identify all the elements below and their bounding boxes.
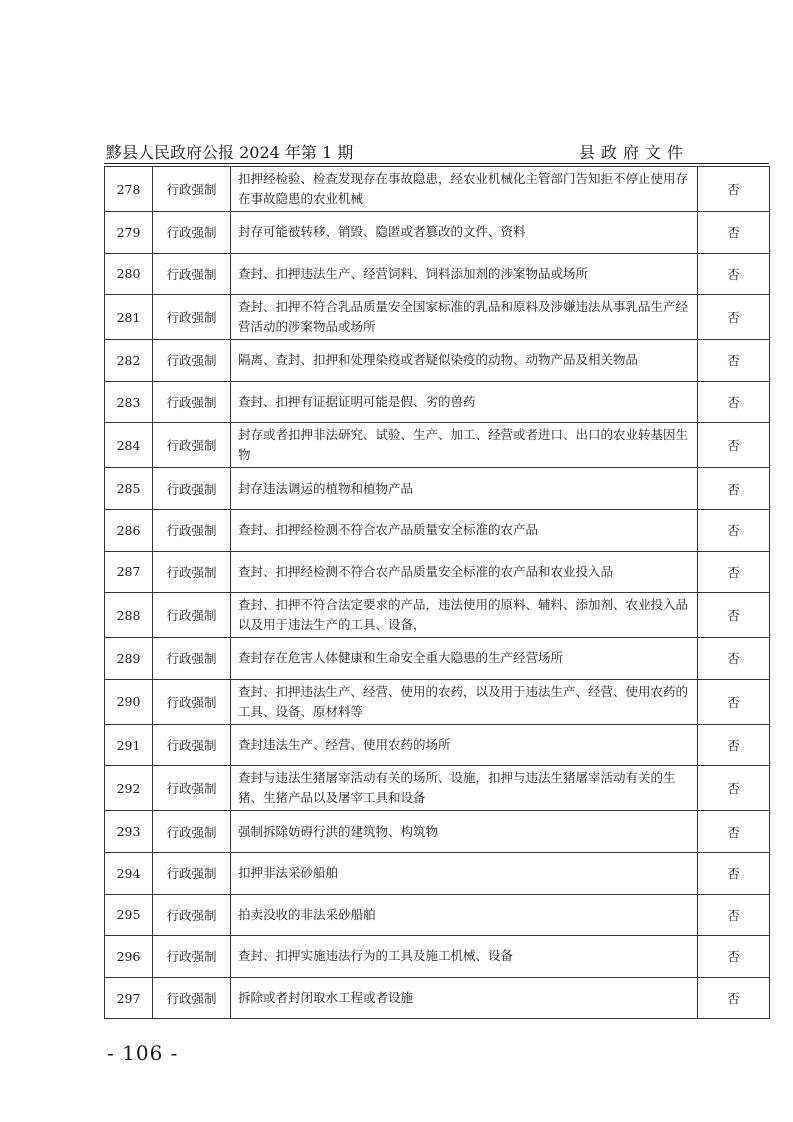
row-description: 封存可能被转移、销毁、隐匿或者篡改的文件、资料 — [231, 212, 698, 254]
row-category: 行政强制 — [153, 766, 231, 811]
table-row — [105, 894, 770, 936]
row-flag: 否 — [698, 638, 770, 680]
page-header — [106, 140, 691, 164]
table-row — [105, 212, 770, 254]
row-number: 292 — [105, 766, 153, 811]
row-category: 行政强制 — [153, 593, 231, 638]
table-row — [105, 811, 770, 853]
row-category: 行政强制 — [153, 295, 231, 340]
row-number: 280 — [105, 253, 153, 295]
row-category: 行政强制 — [153, 852, 231, 894]
row-number: 293 — [105, 811, 153, 853]
row-category: 行政强制 — [153, 423, 231, 468]
row-flag: 否 — [698, 894, 770, 936]
row-description: 查封、扣押实施违法行为的工具及施工机械、设备 — [231, 936, 698, 978]
row-number: 289 — [105, 638, 153, 680]
table-row — [105, 936, 770, 978]
row-category: 行政强制 — [153, 340, 231, 382]
row-description: 查封、扣押不符合乳品质量安全国家标准的乳品和原料及涉嫌违法从事乳品生产经营活动的涉案物品或场所 — [231, 295, 698, 340]
row-category: 行政强制 — [153, 509, 231, 551]
row-category: 行政强制 — [153, 381, 231, 423]
row-description: 查封、扣押不符合法定要求的产品，违法使用的原料、辅料、添加剂、农业投入品以及用于违法生产的工具、设备， — [231, 593, 698, 638]
row-flag: 否 — [698, 593, 770, 638]
row-number: 285 — [105, 468, 153, 510]
row-flag: 否 — [698, 811, 770, 853]
section-title: 县政府文件 — [578, 143, 689, 162]
row-description: 查封与违法生猪屠宰活动有关的场所、设施，扣押与违法生猪屠宰活动有关的生猪、生猪产品以及屠宰工具和设备 — [231, 766, 698, 811]
table-row — [105, 679, 770, 724]
table-row — [105, 468, 770, 510]
table-body — [105, 167, 770, 1019]
row-flag: 否 — [698, 340, 770, 382]
row-flag: 否 — [698, 551, 770, 593]
table-row — [105, 766, 770, 811]
row-number: 283 — [105, 381, 153, 423]
table-row — [105, 340, 770, 382]
row-category: 行政强制 — [153, 811, 231, 853]
table-row — [105, 852, 770, 894]
table-row — [105, 509, 770, 551]
row-category: 行政强制 — [153, 638, 231, 680]
row-number: 287 — [105, 551, 153, 593]
row-flag: 否 — [698, 423, 770, 468]
table-row — [105, 724, 770, 766]
enforcement-table — [104, 166, 770, 1019]
row-flag: 否 — [698, 977, 770, 1019]
row-description: 查封、扣押违法生产、经营饲料、饲料添加剂的涉案物品或场所 — [231, 253, 698, 295]
row-flag: 否 — [698, 381, 770, 423]
row-flag: 否 — [698, 724, 770, 766]
row-category: 行政强制 — [153, 894, 231, 936]
row-number: 295 — [105, 894, 153, 936]
row-category: 行政强制 — [153, 551, 231, 593]
row-flag: 否 — [698, 936, 770, 978]
row-category: 行政强制 — [153, 468, 231, 510]
table-row — [105, 167, 770, 212]
gazette-title: 黟县人民政府公报 2024 年第 1 期 — [106, 143, 354, 162]
row-flag: 否 — [698, 295, 770, 340]
row-description: 查封存在危害人体健康和生命安全重大隐患的生产经营场所 — [231, 638, 698, 680]
row-flag: 否 — [698, 167, 770, 212]
row-category: 行政强制 — [153, 724, 231, 766]
row-category: 行政强制 — [153, 167, 231, 212]
row-description: 查封、扣押有证据证明可能是假、劣的兽药 — [231, 381, 698, 423]
row-number: 281 — [105, 295, 153, 340]
table-row — [105, 977, 770, 1019]
row-description: 拆除或者封闭取水工程或者设施 — [231, 977, 698, 1019]
row-flag: 否 — [698, 852, 770, 894]
row-description: 扣押非法采砂船舶 — [231, 852, 698, 894]
row-category: 行政强制 — [153, 212, 231, 254]
table-row — [105, 423, 770, 468]
row-flag: 否 — [698, 253, 770, 295]
row-description: 扣押经检验、检查发现存在事故隐患，经农业机械化主管部门告知拒不停止使用存在事故隐患的农业机械 — [231, 167, 698, 212]
table-row — [105, 381, 770, 423]
page-number: - 106 - — [107, 1041, 179, 1065]
row-description: 隔离、查封、扣押和处理染疫或者疑似染疫的动物、动物产品及相关物品 — [231, 340, 698, 382]
row-category: 行政强制 — [153, 977, 231, 1019]
row-number: 279 — [105, 212, 153, 254]
row-description: 封存违法调运的植物和植物产品 — [231, 468, 698, 510]
row-flag: 否 — [698, 468, 770, 510]
row-number: 297 — [105, 977, 153, 1019]
row-description: 查封违法生产、经营、使用农药的场所 — [231, 724, 698, 766]
row-description: 封存或者扣押非法研究、试验、生产、加工、经营或者进口、出口的农业转基因生物 — [231, 423, 698, 468]
row-number: 294 — [105, 852, 153, 894]
row-number: 284 — [105, 423, 153, 468]
table-row — [105, 295, 770, 340]
row-number: 282 — [105, 340, 153, 382]
table-row — [105, 253, 770, 295]
row-number: 296 — [105, 936, 153, 978]
row-number: 278 — [105, 167, 153, 212]
row-number: 290 — [105, 679, 153, 724]
header-divider — [104, 163, 769, 164]
row-category: 行政强制 — [153, 679, 231, 724]
row-description: 拍卖没收的非法采砂船舶 — [231, 894, 698, 936]
table-row — [105, 551, 770, 593]
row-flag: 否 — [698, 212, 770, 254]
row-flag: 否 — [698, 509, 770, 551]
row-description: 查封、扣押经检测不符合农产品质量安全标准的农产品 — [231, 509, 698, 551]
row-number: 286 — [105, 509, 153, 551]
table-row — [105, 638, 770, 680]
row-number: 291 — [105, 724, 153, 766]
row-description: 查封、扣押违法生产、经营、使用的农药，以及用于违法生产、经营、使用农药的工具、设备、原材料等 — [231, 679, 698, 724]
row-category: 行政强制 — [153, 936, 231, 978]
row-number: 288 — [105, 593, 153, 638]
row-description: 强制拆除妨碍行洪的建筑物、构筑物 — [231, 811, 698, 853]
row-category: 行政强制 — [153, 253, 231, 295]
row-description: 查封、扣押经检测不符合农产品质量安全标准的农产品和农业投入品 — [231, 551, 698, 593]
row-flag: 否 — [698, 766, 770, 811]
table-row — [105, 593, 770, 638]
row-flag: 否 — [698, 679, 770, 724]
